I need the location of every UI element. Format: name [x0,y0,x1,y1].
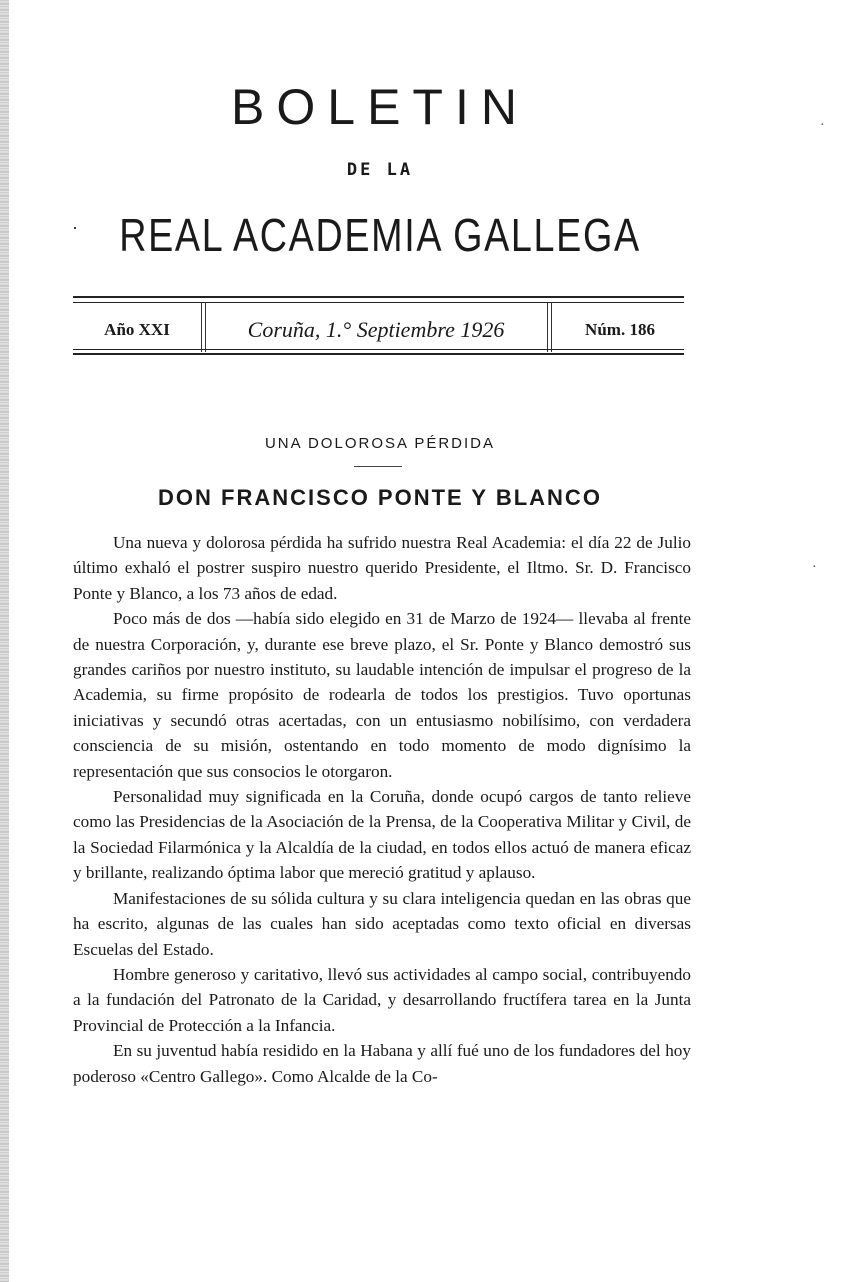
paragraph: Poco más de dos —había sido elegido en 31 de Marzo de 1924— llevaba al frente de nuestra Corporación, y, durante ese breve plazo, el Sr. Ponte y Blanco demostró sus grandes cariños por nuestro instituto, su laudable intención de impulsar el progreso de la Academia, su firme propósito de rodearla de todos los prestigios. Tuvo oportunas iniciativas y secundó otras acertadas, con un entusiasmo nobilísimo, con verdadera consciencia de su misión, ostentando en todo momento de modo dignísimo la representación que sus consocios le otorgaron. [73,609,691,781]
paragraph: En su juventud había residido en la Habana y allí fué uno de los fundadores del hoy poderoso «Centro Gallego». Como Alcalde de la Co- [73,1041,691,1086]
imprint-place-date: Coruña, 1.° Septiembre 1926 [247,317,505,342]
paragraph: Hombre generoso y caritativo, llevó sus actividades al campo social, contribuyendo a la fundación del Patronato de la Caridad, y desarrollando fructífera tarea en la Junta Provincial de Protección a la Infancia. [73,964,691,1035]
imprint-bottom-rule-thin [73,349,684,350]
imprint-divider-right-b [551,302,552,352]
print-speck: · [820,118,825,133]
journal-title: BOLETIN [231,79,529,135]
article-heading: DON FRANCISCO PONTE Y BLANCO [158,485,602,510]
section-title: UNA DOLOROSA PÉRDIDA [264,435,496,452]
imprint-bottom-rule [73,353,684,355]
paragraph: Una nueva y dolorosa pérdida ha sufrido nuestra Real Academia: el día 22 de Julio último exhaló el postrer suspiro nuestro querido Presidente, el Iltmo. Sr. D. Francisco Ponte y Blanco, a los 73 años de edad. [73,533,691,603]
imprint-year: Año XXI [104,320,170,339]
imprint-divider-left-a [201,302,202,352]
journal-connector: DE LA [346,160,414,180]
imprint-top-rule [73,296,684,298]
page-binding-edge [0,0,9,1282]
print-speck: · [812,560,817,575]
imprint-top-rule-thin [73,302,684,303]
paragraph: Manifestaciones de su sólida cultura y su clara inteligencia quedan en las obras que ha escrito, algunas de las cuales han sido aceptadas como texto oficial en diversas Escuelas del Estado. [73,888,691,959]
imprint-divider-left-b [205,302,206,352]
imprint-number: Núm. 186 [585,320,655,339]
imprint-divider-right-a [547,302,548,352]
section-rule [354,466,402,467]
print-speck: · [72,218,78,238]
paragraph: Personalidad muy significada en la Coruña, donde ocupó cargos de tanto relieve como las Presidencias de la Asociación de la Prensa, de la Cooperativa Militar y Civil, de la Sociedad Filarmónica y la Alcaldía de la ciudad, en todos ellos actuó de manera eficaz y brillante, realizando óptima labor que mereció gratitud y aplauso. [73,787,691,883]
academy-name: REAL ACADEMIA GALLEGA [119,209,641,261]
article-body [73,530,691,1089]
